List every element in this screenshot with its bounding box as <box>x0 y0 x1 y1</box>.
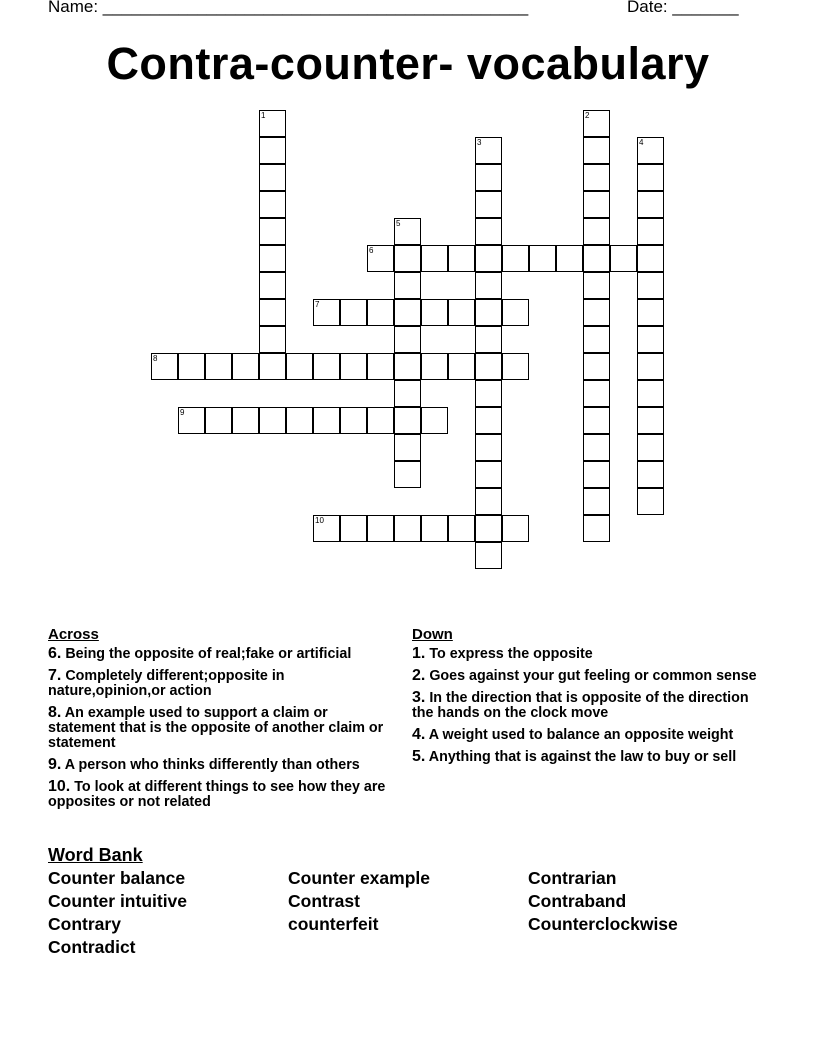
word-bank-word: Counter balance <box>48 868 186 888</box>
crossword-cell[interactable] <box>151 353 178 380</box>
clue-number: 4. <box>412 726 426 743</box>
crossword-cell[interactable] <box>448 515 475 542</box>
crossword-cell[interactable] <box>502 245 529 272</box>
crossword-cell[interactable] <box>475 164 502 191</box>
crossword-cell[interactable] <box>583 137 610 164</box>
down-clue <box>412 727 757 743</box>
crossword-cell[interactable] <box>286 407 313 434</box>
crossword-cell[interactable] <box>205 353 232 380</box>
crossword-cell[interactable] <box>394 407 421 434</box>
crossword-cell[interactable] <box>232 353 259 380</box>
crossword-cell[interactable] <box>313 353 340 380</box>
word-bank-word: Contrarian <box>528 868 617 888</box>
clue-text: To express the opposite <box>425 646 593 662</box>
clue-number: 3. <box>412 689 426 706</box>
clue-number: 10. <box>48 778 71 795</box>
crossword-cell[interactable] <box>421 353 448 380</box>
clue-number: 2 <box>585 111 590 120</box>
clue-number: 8. <box>48 704 62 721</box>
crossword-cell[interactable] <box>259 191 286 218</box>
word-bank-word: Contrast <box>288 891 360 911</box>
crossword-cell[interactable] <box>583 299 610 326</box>
crossword-cell[interactable] <box>583 488 610 515</box>
crossword-cell[interactable] <box>502 515 529 542</box>
crossword-cell[interactable] <box>259 110 286 137</box>
word-bank-word: Contraband <box>528 891 627 911</box>
crossword-cell[interactable] <box>637 299 664 326</box>
crossword-cell[interactable] <box>259 272 286 299</box>
crossword-cell[interactable] <box>475 542 502 569</box>
crossword-cell[interactable] <box>394 299 421 326</box>
crossword-cell[interactable] <box>394 380 421 407</box>
crossword-cell[interactable] <box>394 218 421 245</box>
clue-number: 5. <box>412 748 426 765</box>
crossword-cell[interactable] <box>421 299 448 326</box>
crossword-cell[interactable] <box>394 353 421 380</box>
crossword-cell[interactable] <box>637 380 664 407</box>
crossword-cell[interactable] <box>475 515 502 542</box>
crossword-cell[interactable] <box>637 461 664 488</box>
crossword-cell[interactable] <box>475 245 502 272</box>
clue-number: 1 <box>261 111 266 120</box>
crossword-cell[interactable] <box>583 191 610 218</box>
down-heading: Down <box>412 626 453 643</box>
crossword-cell[interactable] <box>637 488 664 515</box>
crossword-cell[interactable] <box>448 245 475 272</box>
crossword-cell[interactable] <box>583 110 610 137</box>
clue-text: In the direction that is opposite of the direction the hands on the clock move <box>412 690 749 721</box>
crossword-cell[interactable] <box>313 407 340 434</box>
clue-number: 9 <box>180 408 185 417</box>
crossword-cell[interactable] <box>421 515 448 542</box>
crossword-cell[interactable] <box>394 272 421 299</box>
crossword-cell[interactable] <box>367 299 394 326</box>
across-heading: Across <box>48 626 99 643</box>
clue-text: To look at different things to see how they are opposites or not related <box>48 779 386 810</box>
crossword-cell[interactable] <box>286 353 313 380</box>
crossword-cell[interactable] <box>583 353 610 380</box>
clue-text: Being the opposite of real;fake or artificial <box>61 646 352 662</box>
crossword-cell[interactable] <box>502 299 529 326</box>
clue-number: 7 <box>315 300 320 309</box>
crossword-cell[interactable] <box>340 353 367 380</box>
crossword-cell[interactable] <box>475 353 502 380</box>
down-clues <box>412 627 757 771</box>
clue-number: 5 <box>396 219 401 228</box>
crossword-cell[interactable] <box>313 515 340 542</box>
crossword-cell[interactable] <box>583 515 610 542</box>
crossword-cell[interactable] <box>637 272 664 299</box>
word-bank-word: Counter intuitive <box>48 891 188 911</box>
crossword-cell[interactable] <box>475 272 502 299</box>
crossword-cell[interactable] <box>529 245 556 272</box>
page-title: Contra-counter- vocabulary <box>106 38 710 89</box>
crossword-cell[interactable] <box>340 407 367 434</box>
crossword-cell[interactable] <box>475 461 502 488</box>
across-clues <box>48 627 398 816</box>
crossword-cell[interactable] <box>394 515 421 542</box>
clue-number: 4 <box>639 138 644 147</box>
crossword-cell[interactable] <box>583 245 610 272</box>
clue-number: 8 <box>153 354 158 363</box>
word-bank-word: Counterclockwise <box>528 914 678 934</box>
clue-text: A person who thinks differently than others <box>61 757 360 773</box>
crossword-cell[interactable] <box>637 137 664 164</box>
clue-number: 6. <box>48 645 62 662</box>
word-bank-heading: Word Bank <box>48 845 143 865</box>
crossword-cell[interactable] <box>313 299 340 326</box>
clue-number: 10 <box>315 516 324 525</box>
clue-number: 2. <box>412 667 426 684</box>
word-bank-word: counterfeit <box>288 914 379 934</box>
crossword-cell[interactable] <box>340 299 367 326</box>
crossword-cell[interactable] <box>583 164 610 191</box>
crossword-cell[interactable] <box>259 164 286 191</box>
crossword-cell[interactable] <box>178 407 205 434</box>
clue-number: 9. <box>48 756 62 773</box>
across-clue <box>48 757 398 773</box>
crossword-cell[interactable] <box>259 326 286 353</box>
across-clue <box>48 646 398 662</box>
crossword-cell[interactable] <box>421 407 448 434</box>
crossword-cell[interactable] <box>637 191 664 218</box>
date-field-label: Date: _______ <box>627 0 739 16</box>
crossword-cell[interactable] <box>583 272 610 299</box>
crossword-cell[interactable] <box>637 407 664 434</box>
word-bank-word: Contradict <box>48 937 136 957</box>
crossword-cell[interactable] <box>583 461 610 488</box>
crossword-cell[interactable] <box>475 380 502 407</box>
crossword-cell[interactable] <box>637 434 664 461</box>
crossword-cell[interactable] <box>448 353 475 380</box>
crossword-cell[interactable] <box>421 245 448 272</box>
crossword-cell[interactable] <box>340 515 367 542</box>
crossword-cell[interactable] <box>556 245 583 272</box>
clue-number: 6 <box>369 246 374 255</box>
crossword-cell[interactable] <box>259 299 286 326</box>
across-clue <box>48 668 398 699</box>
down-clue <box>412 690 757 721</box>
crossword-cell[interactable] <box>259 137 286 164</box>
crossword-cell[interactable] <box>475 191 502 218</box>
clue-number: 3 <box>477 138 482 147</box>
crossword-cell[interactable] <box>475 434 502 461</box>
crossword-cell[interactable] <box>475 299 502 326</box>
across-clue <box>48 779 398 810</box>
crossword-cell[interactable] <box>259 218 286 245</box>
crossword-cell[interactable] <box>583 326 610 353</box>
crossword-cell[interactable] <box>637 218 664 245</box>
crossword-cell[interactable] <box>583 407 610 434</box>
down-clue <box>412 668 757 684</box>
crossword-cell[interactable] <box>232 407 259 434</box>
crossword-cell[interactable] <box>475 137 502 164</box>
crossword-cell[interactable] <box>205 407 232 434</box>
word-bank-word: Counter example <box>288 868 430 888</box>
clue-text: A weight used to balance an opposite weight <box>425 727 734 743</box>
clue-number: 7. <box>48 667 62 684</box>
crossword-cell[interactable] <box>637 164 664 191</box>
crossword-cell[interactable] <box>367 407 394 434</box>
crossword-cell[interactable] <box>637 353 664 380</box>
clue-text: Goes against your gut feeling or common sense <box>425 668 757 684</box>
across-clue <box>48 705 398 751</box>
crossword-cell[interactable] <box>583 218 610 245</box>
crossword-cell[interactable] <box>583 380 610 407</box>
crossword-cell[interactable] <box>259 245 286 272</box>
crossword-cell[interactable] <box>394 245 421 272</box>
crossword-cell[interactable] <box>448 299 475 326</box>
crossword-cell[interactable] <box>367 515 394 542</box>
crossword-cell[interactable] <box>394 434 421 461</box>
crossword-cell[interactable] <box>475 326 502 353</box>
clue-text: Anything that is against the law to buy or sell <box>425 749 737 765</box>
crossword-cell[interactable] <box>475 218 502 245</box>
crossword-cell[interactable] <box>583 434 610 461</box>
crossword-cell[interactable] <box>394 326 421 353</box>
clue-number: 1. <box>412 645 426 662</box>
crossword-cell[interactable] <box>259 353 286 380</box>
crossword-cell[interactable] <box>610 245 637 272</box>
crossword-cell[interactable] <box>637 245 664 272</box>
word-bank-word: Contrary <box>48 914 121 934</box>
down-clue <box>412 749 757 765</box>
crossword-cell[interactable] <box>367 353 394 380</box>
crossword-cell[interactable] <box>502 353 529 380</box>
crossword-cell[interactable] <box>178 353 205 380</box>
crossword-cell[interactable] <box>367 245 394 272</box>
crossword-cell[interactable] <box>259 407 286 434</box>
clue-text: An example used to support a claim or statement that is the opposite of another claim or statement <box>48 705 384 751</box>
crossword-cell[interactable] <box>394 461 421 488</box>
crossword-cell[interactable] <box>475 407 502 434</box>
down-clue <box>412 646 757 662</box>
crossword-cell[interactable] <box>637 326 664 353</box>
crossword-cell[interactable] <box>475 488 502 515</box>
clue-text: Completely different;opposite in nature,opinion,or action <box>48 668 285 699</box>
name-field-label: Name: _____________________________________________ <box>48 0 529 16</box>
